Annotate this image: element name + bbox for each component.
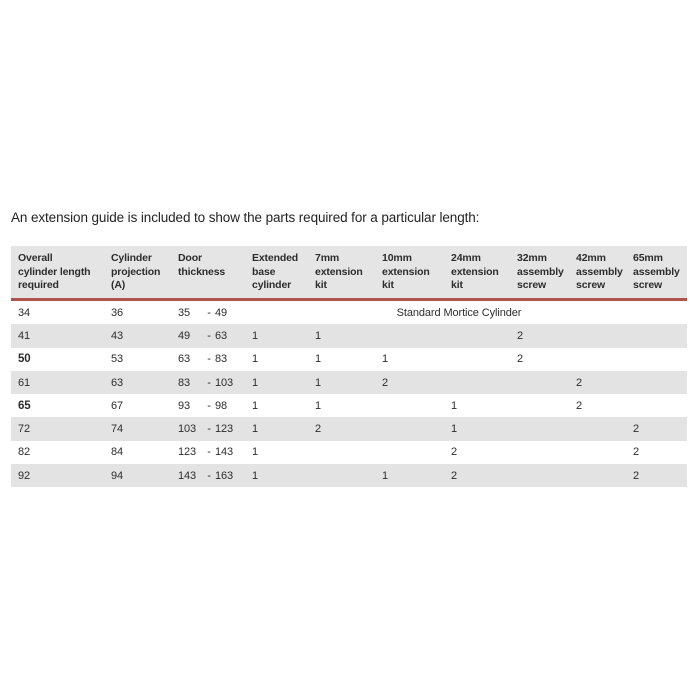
table-row (11, 464, 687, 487)
cell-extended-base-cylinder: 1 (252, 329, 259, 342)
table-row (11, 348, 687, 371)
cell-overall-length: 61 (18, 376, 31, 389)
cell-42mm-assembly-screw: 2 (576, 399, 583, 412)
cell-24mm-extension-kit: 2 (451, 446, 458, 459)
col-header-24mm-extension-kit: 24mm extension kit (451, 252, 499, 292)
cell-10mm-extension-kit: 1 (382, 469, 389, 482)
table-row (11, 417, 687, 440)
cell-overall-length: 65 (18, 399, 31, 412)
extension-guide-table (11, 246, 687, 487)
table-row (11, 301, 687, 324)
cell-extended-base-cylinder: 1 (252, 423, 259, 436)
cell-overall-length: 72 (18, 423, 31, 436)
cell-65mm-assembly-screw: 2 (633, 446, 640, 459)
col-header-door-thickness: Door thickness (178, 252, 226, 278)
cell-32mm-assembly-screw: 2 (517, 329, 524, 342)
cell-door-thickness: 123 - 143 (178, 446, 234, 459)
cell-32mm-assembly-screw: 2 (517, 353, 524, 366)
table-header-row (11, 246, 687, 301)
standard-mortice-cylinder-note: Standard Mortice Cylinder (396, 306, 522, 319)
table-row (11, 441, 687, 464)
cell-24mm-extension-kit: 1 (451, 399, 458, 412)
cell-door-thickness: 143 - 163 (178, 469, 234, 482)
cell-7mm-extension-kit: 1 (315, 376, 322, 389)
intro-text: An extension guide is included to show the parts required for a particular length: (11, 209, 480, 225)
cell-door-thickness: 93 - 98 (178, 399, 228, 412)
col-header-7mm-extension-kit: 7mm extension kit (315, 252, 363, 292)
col-header-42mm-assembly-screw: 42mm assembly screw (576, 252, 623, 292)
cell-extended-base-cylinder: 1 (252, 469, 259, 482)
cell-cylinder-projection: 36 (111, 306, 124, 319)
cell-10mm-extension-kit: 2 (382, 376, 389, 389)
cell-7mm-extension-kit: 1 (315, 329, 322, 342)
cell-extended-base-cylinder: 1 (252, 446, 259, 459)
cell-cylinder-projection: 67 (111, 399, 124, 412)
cell-7mm-extension-kit: 2 (315, 423, 322, 436)
cell-24mm-extension-kit: 2 (451, 469, 458, 482)
col-header-32mm-assembly-screw: 32mm assembly screw (517, 252, 564, 292)
cell-24mm-extension-kit: 1 (451, 423, 458, 436)
cell-overall-length: 41 (18, 329, 31, 342)
cell-door-thickness: 49 - 63 (178, 329, 228, 342)
cell-extended-base-cylinder: 1 (252, 353, 259, 366)
col-header-65mm-assembly-screw: 65mm assembly screw (633, 252, 680, 292)
cell-cylinder-projection: 53 (111, 353, 124, 366)
cell-cylinder-projection: 74 (111, 423, 124, 436)
cell-65mm-assembly-screw: 2 (633, 423, 640, 436)
cell-7mm-extension-kit: 1 (315, 353, 322, 366)
col-header-cylinder-projection: Cylinder projection (A) (111, 252, 161, 292)
cell-door-thickness: 35 - 49 (178, 306, 228, 319)
cell-cylinder-projection: 84 (111, 446, 124, 459)
table-row (11, 371, 687, 394)
cell-extended-base-cylinder: 1 (252, 399, 259, 412)
cell-10mm-extension-kit: 1 (382, 353, 389, 366)
col-header-extended-base-cylinder: Extended base cylinder (252, 252, 299, 292)
cell-extended-base-cylinder: 1 (252, 376, 259, 389)
cell-overall-length: 50 (18, 353, 31, 366)
table-row (11, 324, 687, 347)
cell-cylinder-projection: 63 (111, 376, 124, 389)
cell-overall-length: 82 (18, 446, 31, 459)
cell-door-thickness: 83 - 103 (178, 376, 234, 389)
col-header-overall-length: Overall cylinder length required (18, 252, 91, 292)
cell-65mm-assembly-screw: 2 (633, 469, 640, 482)
cell-overall-length: 34 (18, 306, 31, 319)
cell-door-thickness: 103 - 123 (178, 423, 234, 436)
cell-overall-length: 92 (18, 469, 31, 482)
cell-42mm-assembly-screw: 2 (576, 376, 583, 389)
cell-cylinder-projection: 94 (111, 469, 124, 482)
cell-door-thickness: 63 - 83 (178, 353, 228, 366)
cell-7mm-extension-kit: 1 (315, 399, 322, 412)
col-header-10mm-extension-kit: 10mm extension kit (382, 252, 430, 292)
table-row (11, 394, 687, 417)
cell-cylinder-projection: 43 (111, 329, 124, 342)
